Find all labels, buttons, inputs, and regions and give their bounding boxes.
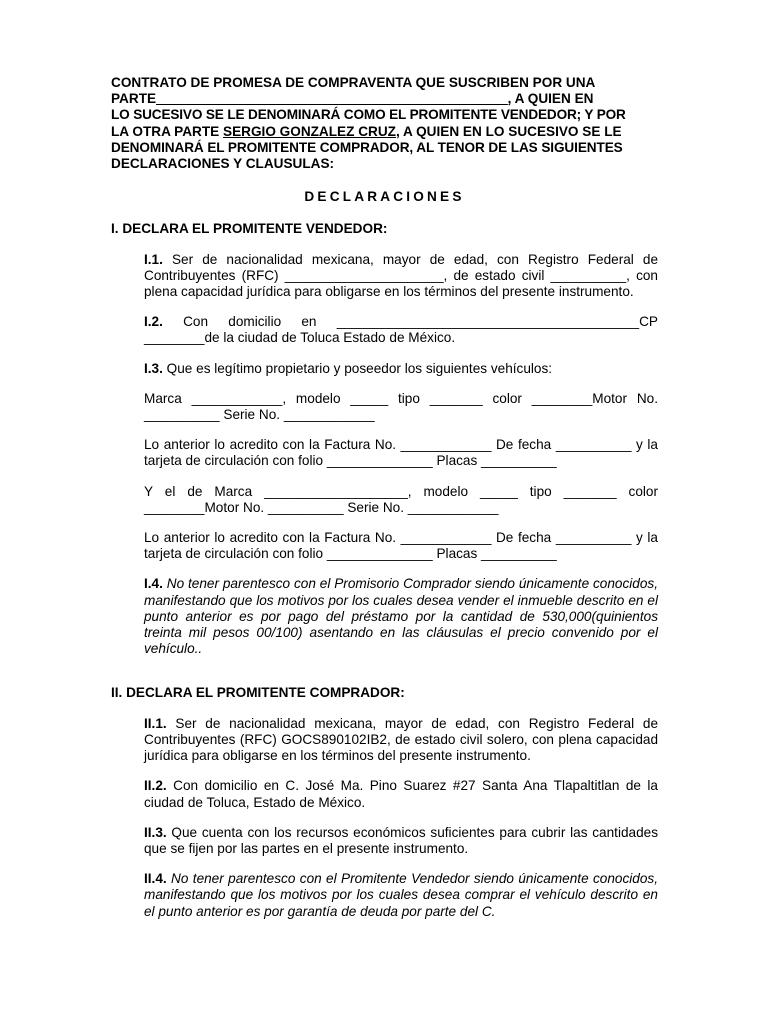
clause-i2 [144,314,658,346]
clause-ii3-label: II.3. [144,824,167,840]
header-line-4 [111,124,658,140]
clause-ii2 [144,778,658,810]
header-line-6: DECLARACIONES Y CLAUSULAS: [111,156,335,172]
clause-i1-text: Ser de nacionalidad mexicana, mayor de edad, con Registro Federal de Contribuyentes (RFC) _____________________, de estado civil __________, con plena capacidad jurídica para obligarse en los términos del presente instrumento. [144,251,658,300]
clause-i1-label: I.1. [144,251,163,267]
vendedor-name-blank: ______________________________________________________ [156,91,508,107]
header-parte-label: PARTE [111,91,157,107]
clause-ii3 [144,825,658,857]
clause-ii1-label: II.1. [144,715,167,731]
comprador-name: SERGIO GONZALEZ CRUZ [223,123,396,139]
clause-i4 [144,576,658,657]
clause-i3 [144,361,658,377]
contract-page [111,75,658,920]
vehicle-1-details: Marca ____________, modelo _____ tipo _______ color ________Motor No. __________ Serie No. ____________ [144,390,658,423]
clause-i3-label: I.3. [144,360,163,376]
vehicle-2-factura: Lo anterior lo acredito con la Factura No. ____________ De fecha __________ y la tarjeta de circulación con folio ______________ Placas __________ [144,530,658,562]
clause-i2-label: I.2. [144,314,163,330]
vehicle-1-factura: Lo anterior lo acredito con la Factura No. ____________ De fecha __________ y la tarjeta de circulación con folio ______________ Placas __________ [144,437,658,469]
clause-i4-label: I.4. [144,576,163,592]
clause-ii1 [144,716,658,765]
header-line-3: LO SUCESIVO SE LE DENOMINARÁ COMO EL PROMITENTE VENDEDOR; Y POR [111,107,626,123]
clause-i1 [144,252,658,301]
clause-ii4-text: No tener parentesco con el Promitente Vendedor siendo únicamente conocidos, manifestando que los motivos por los cuales desea comprar el vehículo descrito en el punto anterior es por garantía de deuda por parte del C. [144,871,658,919]
declaraciones-title: DECLARACIONES [304,189,465,205]
comprador-heading: II. DECLARA EL PROMITENTE COMPRADOR: [111,685,405,701]
vehicle-2-details: Y el de Marca ___________________, modelo _____ tipo _______ color ________Motor No. __________ Serie No. ____________ [144,483,658,515]
vendedor-heading: I. DECLARA EL PROMITENTE VENDEDOR: [111,221,388,237]
header-line-1-text: CONTRATO DE PROMESA DE COMPRAVENTA QUE SUSCRIBEN POR UNA [111,75,596,90]
clause-ii1-text: Ser de nacionalidad mexicana, mayor de edad, con Registro Federal de Contribuyentes (RFC) GOCS890102IB2, de estado civil solero, con plena capacidad jurídica para obligarse en los términos del presente instrumento. [144,715,658,764]
clause-i4-text: No tener parentesco con el Promisorio Comprador siendo únicamente conocidos, manifestando que los motivos por los cuales desea vender el inmueble descrito en el punto anterior es por pago del préstamo por la cantidad de 530,000(quinientos treinta mil pesos 00/100) asentando en las cláusulas el precio convenido por el vehículo.. [144,576,658,657]
header-otra-parte: LA OTRA PARTE [111,123,224,139]
header-line-5: DENOMINARÁ EL PROMITENTE COMPRADOR, AL TENOR DE LAS SIGUIENTES [111,139,623,155]
contract-header [111,75,658,172]
clause-i3-text: Que es legítimo propietario y poseedor los siguientes vehículos: [162,360,553,376]
clause-ii4 [144,871,658,920]
header-quien-en: , A QUIEN EN [507,91,594,107]
header-line-2 [111,91,658,107]
clause-ii4-label: II.4. [144,871,167,887]
clause-ii2-label: II.2. [144,778,167,794]
header-line-1 [111,75,658,91]
clause-i2-text: Con domicilio en ________________________________________CP ________de la ciudad de Toluca Estado de México. [144,314,658,346]
clause-ii3-text: Que cuenta con los recursos económicos suficientes para cubrir las cantidades que se fijen por las partes en el presente instrumento. [144,824,658,856]
header-quien-sucesivo: , A QUIEN EN LO SUCESIVO SE LE [395,123,622,139]
clause-ii2-text: Con domicilio en C. José Ma. Pino Suarez #27 Santa Ana Tlapaltitlan de la ciudad de Toluca, Estado de México. [144,778,658,810]
